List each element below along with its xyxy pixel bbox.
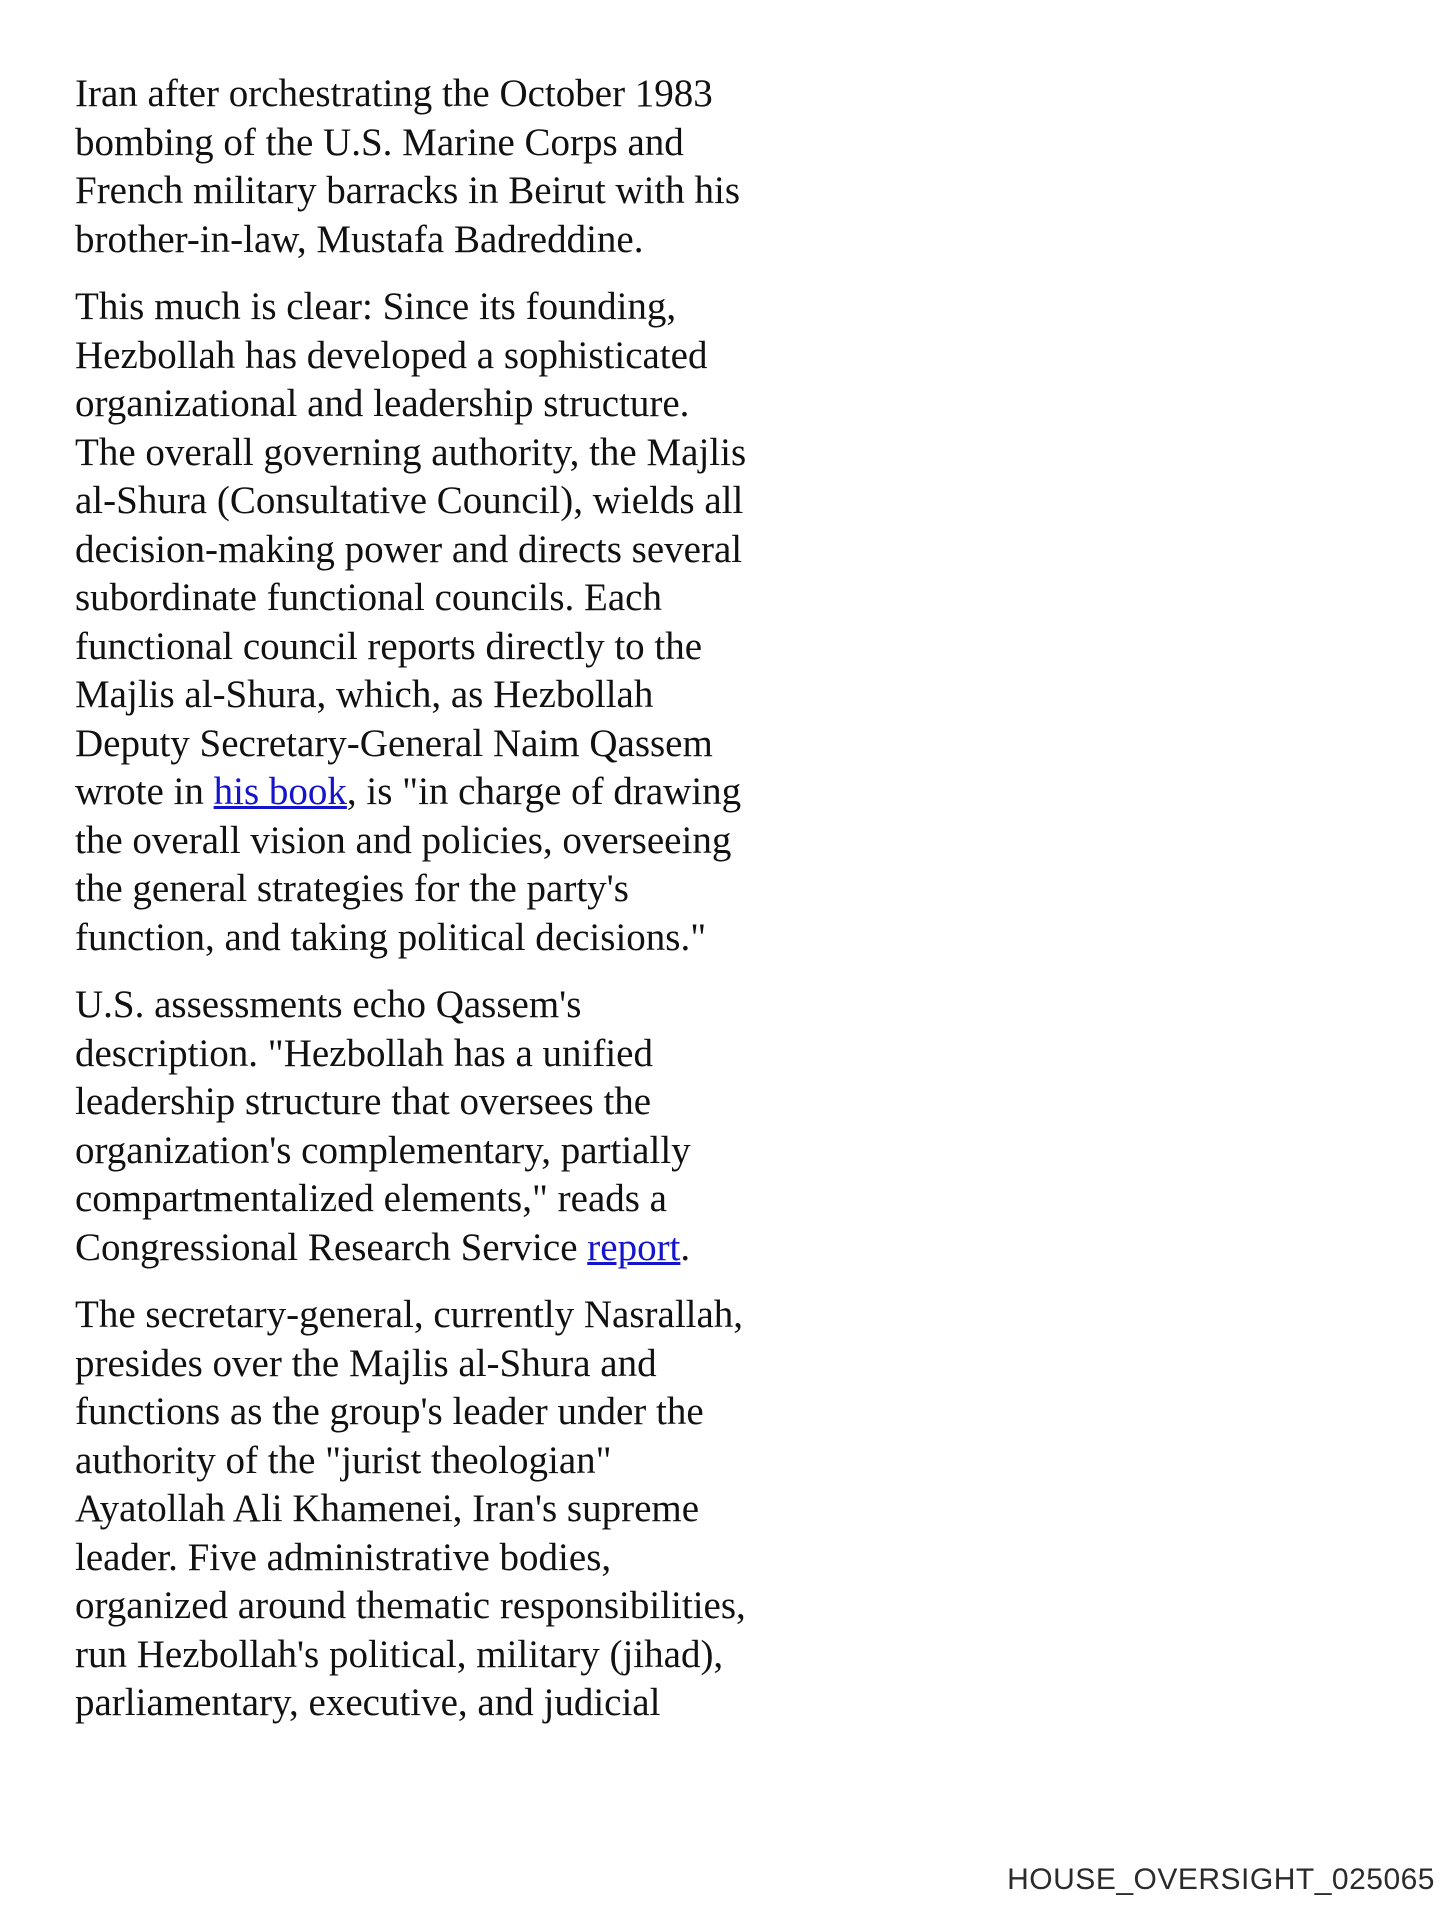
text-run: compartmentalized elements," reads a [75, 1177, 667, 1220]
text-line [75, 119, 835, 168]
text-run: the general strategies for the party's [75, 867, 629, 910]
text-run: functional council reports directly to the [75, 624, 703, 668]
text-line [75, 914, 835, 963]
text-run: run Hezbollah's political, military (jihad), [75, 1632, 724, 1676]
text-line [75, 1030, 835, 1079]
text-run: U.S. assessments echo Qassem's [75, 983, 582, 1026]
paragraph [75, 1291, 835, 1728]
text-run: , is "in charge of drawing [346, 770, 742, 813]
text-run: functions as the group's leader under the [75, 1390, 704, 1433]
text-run: the overall vision and policies, overseeing [75, 818, 732, 862]
text-line [75, 1631, 835, 1680]
text-line [75, 1127, 835, 1176]
text-run: brother-in-law, Mustafa Badreddine. [75, 217, 644, 261]
text-run: bombing of the U.S. Marine Corps and [75, 120, 684, 164]
text-line [75, 477, 835, 526]
text-line [75, 1582, 835, 1631]
text-run: leadership structure that oversees the [75, 1080, 652, 1123]
text-run: parliamentary, executive, and judicial [75, 1681, 661, 1724]
text-run: presides over the Majlis al-Shura and [75, 1341, 657, 1385]
text-run: al-Shura (Consultative Council), wields all [75, 479, 744, 522]
text-line [75, 981, 835, 1030]
text-run: Congressional Research Service [75, 1225, 588, 1269]
text-run: leader. Five administrative bodies, [75, 1535, 612, 1579]
text-run: The secretary-general, currently Nasrallah, [75, 1293, 744, 1336]
text-line [75, 1534, 835, 1583]
text-run: organization's complementary, partially [75, 1128, 691, 1172]
text-line [75, 1388, 835, 1437]
bates-number: HOUSE_OVERSIGHT_025065 [1007, 1863, 1435, 1896]
text-run: . [680, 1225, 691, 1269]
text-line [75, 216, 835, 265]
text-run: Ayatollah Ali Khamenei, Iran's supreme [75, 1487, 700, 1530]
paragraph [75, 981, 835, 1272]
text-run: organized around thematic responsibilities, [75, 1584, 746, 1627]
text-line [75, 70, 835, 119]
text-line [75, 1340, 835, 1389]
text-line [75, 283, 835, 332]
text-run: decision-making power and directs several [75, 527, 743, 571]
text-run: This much is clear: Since its founding, [75, 285, 677, 328]
article-body [75, 70, 835, 1747]
text-line [75, 1437, 835, 1486]
text-line [75, 574, 835, 623]
text-line [75, 671, 835, 720]
text-line [75, 526, 835, 575]
text-line [75, 623, 835, 672]
text-run: The overall governing authority, the Majlis [75, 430, 747, 474]
text-run: Hezbollah has developed a sophisticated [75, 333, 708, 377]
text-line [75, 167, 835, 216]
text-line [75, 1078, 835, 1127]
text-line [75, 720, 835, 769]
text-line [75, 1224, 835, 1273]
text-line [75, 1291, 835, 1340]
his-book-link[interactable]: his book [213, 770, 347, 813]
text-run: Majlis al-Shura, which, as Hezbollah [75, 673, 654, 716]
text-run: Deputy Secretary-General Naim Qassem [75, 721, 713, 765]
text-run: organizational and leadership structure. [75, 382, 690, 425]
text-line [75, 1485, 835, 1534]
text-line [75, 429, 835, 478]
text-run: authority of the "jurist theologian" [75, 1438, 612, 1482]
text-line [75, 865, 835, 914]
report-link[interactable]: report [587, 1225, 681, 1269]
text-run: description. "Hezbollah has a unified [75, 1031, 653, 1075]
paragraph [75, 283, 835, 962]
text-run: French military barracks in Beirut with his [75, 169, 741, 212]
text-run: wrote in [75, 770, 214, 813]
text-line [75, 817, 835, 866]
text-run: Iran after orchestrating the October 1983 [75, 72, 713, 115]
text-line [75, 332, 835, 381]
text-line [75, 1175, 835, 1224]
text-line [75, 768, 835, 817]
text-run: function, and taking political decisions." [75, 915, 707, 959]
text-line [75, 1679, 835, 1728]
paragraph [75, 70, 835, 264]
text-run: subordinate functional councils. Each [75, 576, 662, 619]
text-line [75, 380, 835, 429]
